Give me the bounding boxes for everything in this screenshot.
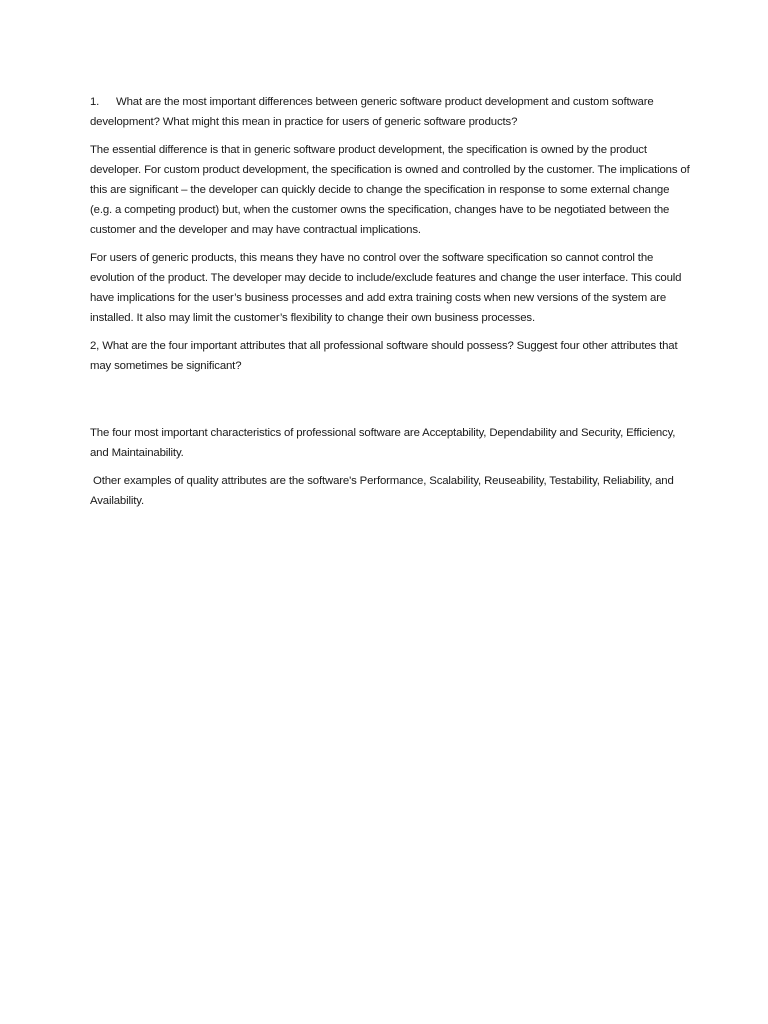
document-body: [90, 92, 690, 511]
answer-1-paragraph-2: For users of generic products, this means they have no control over the software specification so cannot control the evolution of the product. The developer may decide to include/exclude features and change the user interface. This could have implications for the user’s business processes and add extra training costs when new versions of the system are installed. It also may limit the customer’s flexibility to change their own business processes.: [90, 252, 682, 324]
answer-1-paragraph-1: The essential difference is that in generic software product development, the specification is owned by the product developer. For custom product development, the specification is owned and controlled by the customer. The implications of this are significant – the developer can quickly decide to change the specification in response to some external change (e.g. a competing product) but, when the customer owns the specification, changes have to be negotiated between the customer and the developer and may have contractual implications.: [90, 144, 690, 236]
question-1-text: What are the most important differences between generic software product development and custom software development? What might this mean in practice for users of generic software products?: [90, 96, 654, 128]
question-1-number: 1.: [90, 96, 100, 108]
question-1: [90, 92, 690, 132]
answer-2-paragraph-1: The four most important characteristics of professional software are Acceptability, Dependability and Security, Efficiency, and Maintainability.: [90, 427, 676, 459]
question-2: 2, What are the four important attributes that all professional software should possess? Suggest four other attributes that may sometimes be significant?: [90, 340, 678, 372]
answer-2-paragraph-2: Other examples of quality attributes are the software's Performance, Scalability, Reuseability, Testability, Reliability, and Availability.: [90, 475, 677, 507]
